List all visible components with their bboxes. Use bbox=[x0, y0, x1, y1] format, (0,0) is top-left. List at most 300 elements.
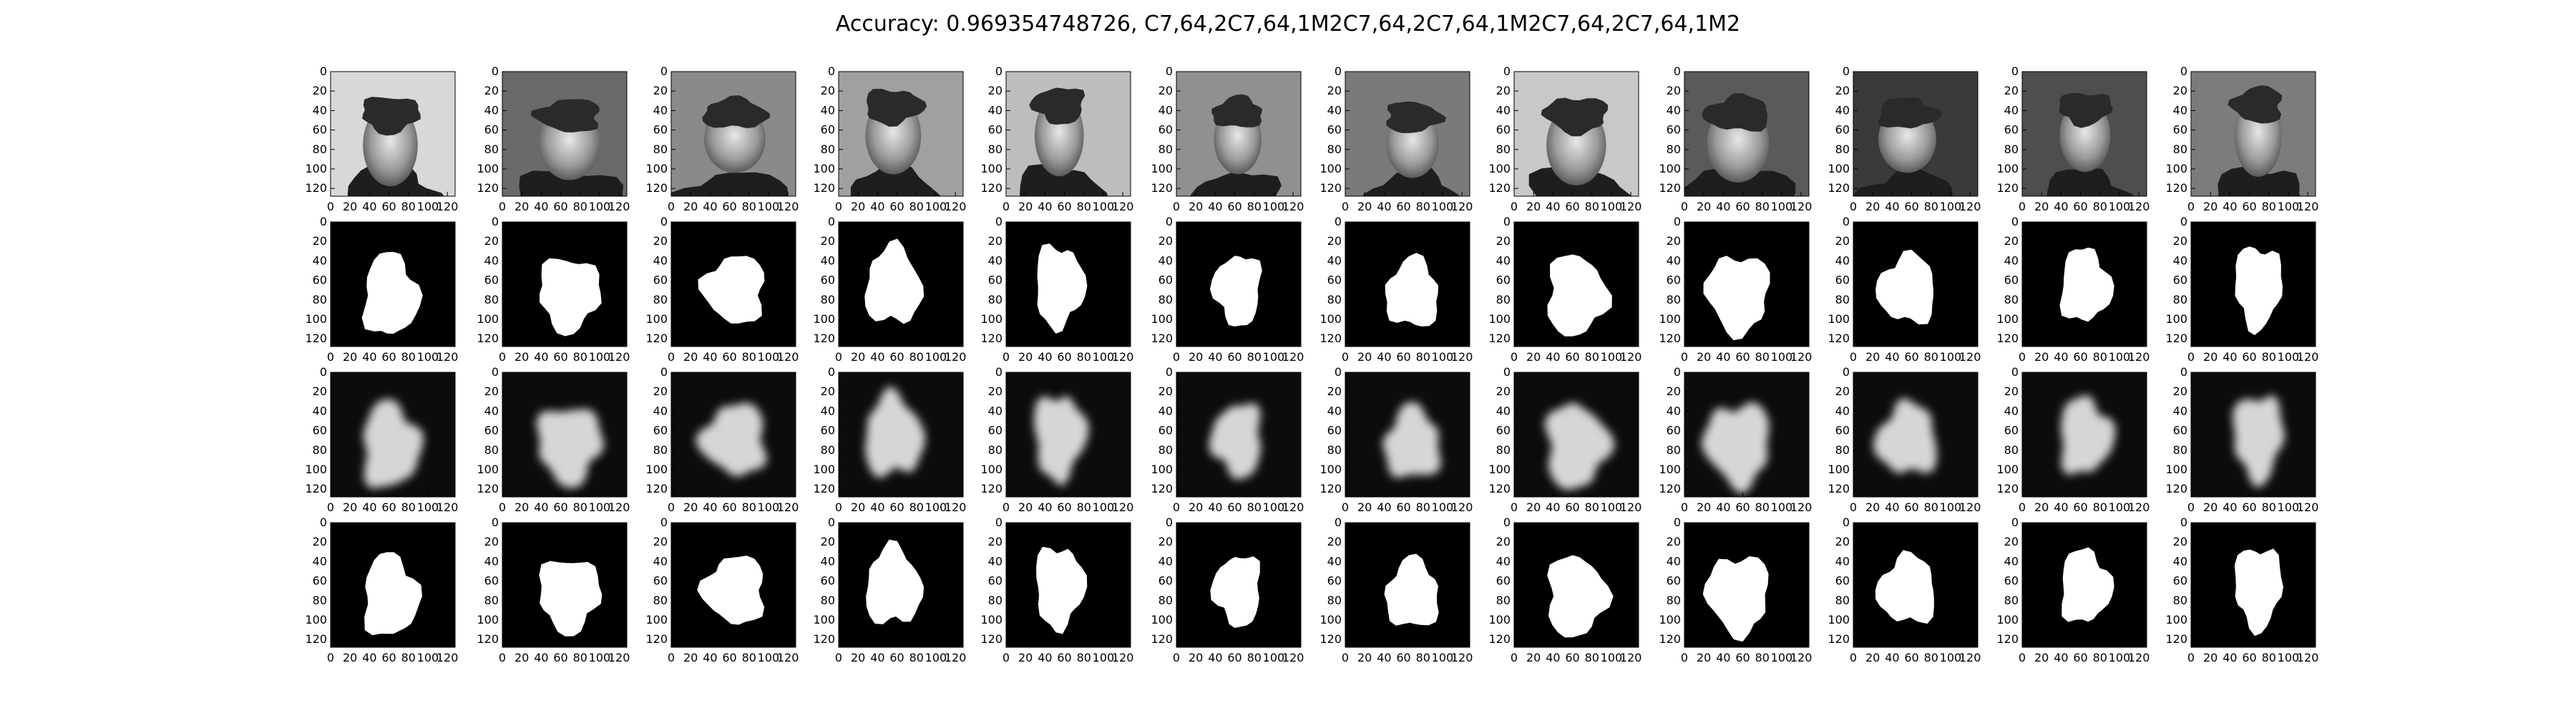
x-tick-label: 0 bbox=[1341, 350, 1350, 364]
x-tick-label: 60 bbox=[2073, 350, 2088, 364]
x-tick-label: 100 bbox=[588, 500, 611, 514]
y-tick-label: 120 bbox=[645, 482, 668, 496]
y-tick-label: 60 bbox=[312, 273, 327, 287]
y-tick-label: 0 bbox=[827, 365, 835, 379]
x-tick-label: 120 bbox=[1619, 350, 1642, 364]
x-tick-label: 80 bbox=[1076, 200, 1091, 213]
panel-r1-c3 bbox=[645, 64, 799, 233]
x-tick-label: 40 bbox=[1038, 500, 1053, 514]
y-tick-label: 40 bbox=[2004, 554, 2019, 569]
panel-r4-c3 bbox=[645, 516, 799, 664]
y-tick-label: 100 bbox=[813, 161, 835, 175]
x-tick-label: 120 bbox=[2296, 200, 2319, 213]
y-tick-label: 120 bbox=[1828, 332, 1850, 346]
x-tick-label: 20 bbox=[851, 200, 866, 213]
y-tick-label: 0 bbox=[1334, 516, 1342, 529]
y-tick-label: 80 bbox=[1496, 292, 1511, 306]
y-tick-label: 100 bbox=[645, 462, 668, 476]
x-tick-label: 40 bbox=[2223, 651, 2238, 664]
y-tick-label: 0 bbox=[995, 215, 1002, 228]
x-tick-label: 100 bbox=[2108, 651, 2131, 664]
x-tick-label: 100 bbox=[1092, 500, 1115, 514]
y-tick-label: 120 bbox=[813, 332, 835, 346]
x-tick-label: 120 bbox=[1958, 651, 1981, 664]
x-tick-label: 120 bbox=[944, 500, 967, 514]
x-tick-label: 0 bbox=[667, 651, 675, 664]
x-tick-label: 60 bbox=[1735, 500, 1750, 514]
y-tick-label: 0 bbox=[319, 215, 327, 228]
y-tick-label: 40 bbox=[820, 103, 835, 117]
x-tick-label: 60 bbox=[1227, 651, 1242, 664]
y-tick-label: 60 bbox=[1666, 273, 1681, 287]
y-tick-label: 80 bbox=[653, 593, 668, 607]
x-tick-label: 100 bbox=[2277, 200, 2300, 213]
y-tick-label: 0 bbox=[2011, 516, 2019, 529]
x-tick-label: 40 bbox=[2054, 651, 2069, 664]
x-tick-label: 20 bbox=[1189, 500, 1204, 514]
y-tick-label: 60 bbox=[312, 574, 327, 588]
x-tick-label: 60 bbox=[1396, 350, 1411, 364]
y-tick-label: 40 bbox=[484, 404, 499, 418]
y-tick-label: 100 bbox=[305, 311, 327, 326]
x-tick-label: 80 bbox=[1076, 651, 1091, 664]
y-tick-label: 0 bbox=[319, 64, 327, 78]
y-tick-label: 40 bbox=[653, 404, 668, 418]
x-tick-label: 100 bbox=[2108, 350, 2131, 364]
x-tick-label: 60 bbox=[1396, 500, 1411, 514]
y-tick-label: 20 bbox=[2004, 84, 2019, 98]
y-tick-label: 100 bbox=[305, 161, 327, 175]
x-tick-label: 0 bbox=[2018, 500, 2026, 514]
x-tick-label: 100 bbox=[1431, 651, 1454, 664]
x-tick-label: 20 bbox=[1018, 500, 1033, 514]
y-tick-label: 0 bbox=[1842, 365, 1850, 379]
y-tick-label: 20 bbox=[653, 234, 668, 248]
panel-r3-c12 bbox=[2165, 365, 2318, 514]
x-tick-label: 0 bbox=[2187, 500, 2195, 514]
y-tick-label: 20 bbox=[1496, 535, 1511, 549]
y-tick-label: 60 bbox=[820, 423, 835, 437]
y-tick-label: 40 bbox=[1158, 253, 1173, 268]
y-tick-label: 0 bbox=[1842, 215, 1850, 228]
y-tick-label: 80 bbox=[820, 593, 835, 607]
x-tick-label: 40 bbox=[1885, 651, 1900, 664]
x-tick-label: 60 bbox=[553, 350, 568, 364]
y-tick-label: 120 bbox=[477, 332, 499, 346]
x-tick-label: 80 bbox=[1584, 651, 1599, 664]
x-tick-label: 100 bbox=[416, 350, 439, 364]
x-tick-label: 0 bbox=[1002, 500, 1010, 514]
y-tick-label: 60 bbox=[1835, 273, 1850, 287]
y-tick-label: 120 bbox=[1488, 332, 1511, 346]
x-tick-label: 100 bbox=[757, 500, 780, 514]
x-tick-label: 80 bbox=[401, 200, 416, 213]
y-tick-label: 20 bbox=[1158, 234, 1173, 248]
y-tick-label: 0 bbox=[1842, 516, 1850, 529]
x-tick-label: 40 bbox=[1885, 200, 1900, 213]
x-tick-label: 120 bbox=[1111, 200, 1134, 213]
y-tick-label: 20 bbox=[1666, 234, 1681, 248]
y-tick-label: 80 bbox=[312, 593, 327, 607]
x-tick-label: 40 bbox=[870, 350, 885, 364]
y-tick-label: 120 bbox=[1996, 632, 2019, 647]
x-tick-label: 80 bbox=[1076, 350, 1091, 364]
x-tick-label: 40 bbox=[1377, 200, 1392, 213]
x-tick-label: 20 bbox=[2034, 500, 2049, 514]
x-tick-label: 60 bbox=[1057, 200, 1072, 213]
y-tick-label: 0 bbox=[1503, 365, 1511, 379]
x-tick-label: 80 bbox=[572, 200, 587, 213]
y-tick-label: 80 bbox=[2004, 292, 2019, 306]
x-tick-label: 60 bbox=[1396, 651, 1411, 664]
y-tick-label: 20 bbox=[1496, 234, 1511, 248]
y-tick-label: 120 bbox=[1151, 181, 1173, 195]
x-tick-label: 20 bbox=[1697, 350, 1712, 364]
x-tick-label: 60 bbox=[1227, 350, 1242, 364]
x-tick-label: 60 bbox=[2242, 200, 2257, 213]
x-tick-label: 100 bbox=[924, 500, 947, 514]
x-tick-label: 60 bbox=[2073, 200, 2088, 213]
y-tick-label: 0 bbox=[1673, 516, 1681, 529]
x-tick-label: 100 bbox=[1092, 200, 1115, 213]
x-tick-label: 60 bbox=[381, 200, 396, 213]
x-tick-label: 60 bbox=[2242, 651, 2257, 664]
x-tick-label: 100 bbox=[588, 350, 611, 364]
y-tick-label: 0 bbox=[660, 516, 668, 529]
y-tick-label: 120 bbox=[1996, 181, 2019, 195]
x-tick-label: 40 bbox=[534, 500, 549, 514]
panel-r2-c11 bbox=[1996, 215, 2150, 364]
y-tick-label: 80 bbox=[987, 442, 1002, 457]
x-tick-label: 20 bbox=[1697, 500, 1712, 514]
y-tick-label: 40 bbox=[987, 404, 1002, 418]
y-tick-label: 120 bbox=[305, 482, 327, 496]
y-tick-label: 100 bbox=[1319, 462, 1342, 476]
y-tick-label: 80 bbox=[2172, 593, 2187, 607]
y-tick-label: 40 bbox=[2172, 554, 2187, 569]
y-tick-label: 60 bbox=[2172, 122, 2187, 137]
y-tick-label: 0 bbox=[2011, 215, 2019, 228]
y-tick-label: 0 bbox=[1503, 215, 1511, 228]
x-tick-label: 60 bbox=[1227, 200, 1242, 213]
x-tick-label: 120 bbox=[776, 350, 799, 364]
panel-r2-c8 bbox=[1488, 215, 1641, 364]
x-tick-label: 20 bbox=[683, 200, 698, 213]
x-tick-label: 0 bbox=[834, 350, 843, 364]
x-tick-label: 100 bbox=[1600, 350, 1623, 364]
x-tick-label: 0 bbox=[1172, 200, 1181, 213]
y-tick-label: 60 bbox=[1496, 122, 1511, 137]
y-tick-label: 40 bbox=[2172, 404, 2187, 418]
panel-r3-c5 bbox=[980, 365, 1133, 514]
x-tick-label: 20 bbox=[1189, 200, 1204, 213]
x-tick-label: 0 bbox=[2018, 200, 2026, 213]
x-tick-label: 0 bbox=[1510, 500, 1518, 514]
x-tick-label: 20 bbox=[514, 500, 530, 514]
x-tick-label: 0 bbox=[498, 651, 507, 664]
y-tick-label: 60 bbox=[653, 122, 668, 137]
x-tick-label: 120 bbox=[1619, 200, 1642, 213]
y-tick-label: 100 bbox=[1319, 311, 1342, 326]
y-tick-label: 40 bbox=[2004, 404, 2019, 418]
y-tick-label: 80 bbox=[1666, 593, 1681, 607]
x-tick-label: 0 bbox=[498, 350, 507, 364]
x-tick-label: 0 bbox=[667, 350, 675, 364]
y-tick-label: 80 bbox=[653, 442, 668, 457]
y-tick-label: 120 bbox=[645, 332, 668, 346]
x-tick-label: 120 bbox=[436, 200, 459, 213]
x-tick-label: 80 bbox=[572, 500, 587, 514]
x-tick-label: 0 bbox=[1680, 500, 1689, 514]
y-tick-label: 80 bbox=[1327, 142, 1342, 156]
y-tick-label: 40 bbox=[1496, 554, 1511, 569]
y-tick-label: 20 bbox=[820, 234, 835, 248]
x-tick-label: 20 bbox=[851, 350, 866, 364]
y-tick-label: 80 bbox=[484, 142, 499, 156]
y-tick-label: 60 bbox=[2172, 574, 2187, 588]
x-tick-label: 60 bbox=[2242, 350, 2257, 364]
x-tick-label: 0 bbox=[1510, 651, 1518, 664]
panel-r4-c7 bbox=[1319, 516, 1473, 664]
y-tick-label: 60 bbox=[820, 273, 835, 287]
x-tick-label: 120 bbox=[436, 350, 459, 364]
x-tick-label: 20 bbox=[2034, 651, 2049, 664]
x-tick-label: 0 bbox=[1680, 200, 1689, 213]
y-tick-label: 60 bbox=[484, 122, 499, 137]
y-tick-label: 40 bbox=[1327, 404, 1342, 418]
x-tick-label: 120 bbox=[436, 651, 459, 664]
y-tick-label: 0 bbox=[491, 365, 499, 379]
x-tick-label: 40 bbox=[703, 350, 718, 364]
x-tick-label: 40 bbox=[1716, 500, 1731, 514]
x-tick-label: 40 bbox=[2223, 500, 2238, 514]
panel-r3-c7 bbox=[1319, 365, 1473, 514]
y-tick-label: 20 bbox=[2004, 234, 2019, 248]
y-tick-label: 100 bbox=[645, 612, 668, 626]
y-tick-label: 20 bbox=[2172, 84, 2187, 98]
y-tick-label: 20 bbox=[820, 84, 835, 98]
y-tick-label: 120 bbox=[1659, 332, 1681, 346]
y-tick-label: 40 bbox=[312, 103, 327, 117]
x-tick-label: 40 bbox=[1546, 500, 1561, 514]
x-tick-label: 40 bbox=[362, 200, 377, 213]
x-tick-label: 80 bbox=[1584, 500, 1599, 514]
y-tick-label: 60 bbox=[1666, 574, 1681, 588]
x-tick-label: 100 bbox=[1262, 350, 1285, 364]
y-tick-label: 100 bbox=[1151, 161, 1173, 175]
x-tick-label: 80 bbox=[2092, 200, 2107, 213]
x-tick-label: 120 bbox=[608, 651, 630, 664]
y-tick-label: 120 bbox=[2165, 181, 2187, 195]
x-tick-label: 0 bbox=[326, 651, 335, 664]
x-tick-label: 80 bbox=[1415, 500, 1430, 514]
x-tick-label: 60 bbox=[1057, 500, 1072, 514]
y-tick-label: 80 bbox=[2172, 142, 2187, 156]
panel-r1-c10 bbox=[1828, 64, 1981, 234]
y-tick-label: 100 bbox=[2165, 612, 2187, 626]
x-tick-label: 60 bbox=[2073, 500, 2088, 514]
x-tick-label: 60 bbox=[1565, 200, 1580, 213]
x-tick-label: 0 bbox=[2018, 651, 2026, 664]
x-tick-label: 0 bbox=[834, 200, 843, 213]
y-tick-label: 100 bbox=[645, 311, 668, 326]
panel-r3-c11 bbox=[1996, 365, 2150, 514]
x-tick-label: 40 bbox=[870, 500, 885, 514]
y-tick-label: 0 bbox=[827, 516, 835, 529]
y-tick-label: 60 bbox=[653, 574, 668, 588]
y-tick-label: 120 bbox=[980, 181, 1002, 195]
y-tick-label: 80 bbox=[2004, 593, 2019, 607]
y-tick-label: 100 bbox=[980, 161, 1002, 175]
panel-r1-c8 bbox=[1488, 64, 1641, 239]
y-tick-label: 40 bbox=[1666, 554, 1681, 569]
x-tick-label: 120 bbox=[608, 350, 630, 364]
x-tick-label: 80 bbox=[572, 651, 587, 664]
x-tick-label: 80 bbox=[741, 500, 756, 514]
x-tick-label: 40 bbox=[2054, 500, 2069, 514]
x-tick-label: 100 bbox=[588, 200, 611, 213]
x-tick-label: 120 bbox=[1450, 651, 1473, 664]
y-tick-label: 120 bbox=[1319, 181, 1342, 195]
panel-r4-c1 bbox=[305, 516, 458, 664]
x-tick-label: 120 bbox=[1450, 500, 1473, 514]
x-tick-label: 0 bbox=[1510, 350, 1518, 364]
x-tick-label: 100 bbox=[416, 651, 439, 664]
x-tick-label: 20 bbox=[1018, 651, 1033, 664]
y-tick-label: 20 bbox=[2172, 535, 2187, 549]
x-tick-label: 80 bbox=[1246, 350, 1262, 364]
x-tick-label: 80 bbox=[1246, 200, 1262, 213]
y-tick-label: 40 bbox=[1666, 253, 1681, 268]
y-tick-label: 120 bbox=[645, 632, 668, 647]
x-tick-label: 40 bbox=[703, 651, 718, 664]
x-tick-label: 40 bbox=[1038, 651, 1053, 664]
x-tick-label: 40 bbox=[1716, 200, 1731, 213]
y-tick-label: 120 bbox=[477, 482, 499, 496]
y-tick-label: 100 bbox=[980, 462, 1002, 476]
x-tick-label: 20 bbox=[514, 200, 530, 213]
y-tick-label: 120 bbox=[1659, 482, 1681, 496]
y-tick-label: 80 bbox=[2004, 142, 2019, 156]
y-tick-label: 40 bbox=[653, 554, 668, 569]
x-tick-label: 20 bbox=[1526, 500, 1541, 514]
y-tick-label: 40 bbox=[484, 103, 499, 117]
x-tick-label: 80 bbox=[1584, 200, 1599, 213]
x-tick-label: 40 bbox=[870, 651, 885, 664]
y-tick-label: 120 bbox=[1319, 332, 1342, 346]
y-tick-label: 60 bbox=[2172, 423, 2187, 437]
x-tick-label: 100 bbox=[1431, 350, 1454, 364]
y-tick-label: 80 bbox=[1496, 593, 1511, 607]
y-tick-label: 60 bbox=[1327, 273, 1342, 287]
y-tick-label: 100 bbox=[305, 612, 327, 626]
x-tick-label: 40 bbox=[1885, 500, 1900, 514]
y-tick-label: 60 bbox=[1158, 122, 1173, 137]
x-tick-label: 120 bbox=[1790, 500, 1813, 514]
x-tick-label: 0 bbox=[667, 500, 675, 514]
x-tick-label: 60 bbox=[2242, 500, 2257, 514]
y-tick-label: 100 bbox=[1151, 612, 1173, 626]
x-tick-label: 40 bbox=[534, 350, 549, 364]
y-tick-label: 0 bbox=[319, 516, 327, 529]
x-tick-label: 120 bbox=[436, 500, 459, 514]
y-tick-label: 40 bbox=[2172, 253, 2187, 268]
x-tick-label: 120 bbox=[1111, 500, 1134, 514]
panel-r4-c2 bbox=[477, 516, 630, 664]
x-tick-label: 100 bbox=[757, 200, 780, 213]
y-tick-label: 20 bbox=[1327, 84, 1342, 98]
y-tick-label: 60 bbox=[484, 574, 499, 588]
panel-r1-c2 bbox=[477, 64, 630, 241]
y-tick-label: 40 bbox=[1158, 554, 1173, 569]
y-tick-label: 120 bbox=[1828, 632, 1850, 647]
x-tick-label: 100 bbox=[1939, 200, 1962, 213]
y-tick-label: 100 bbox=[1488, 311, 1511, 326]
y-tick-label: 0 bbox=[1165, 516, 1173, 529]
y-tick-label: 20 bbox=[484, 535, 499, 549]
x-tick-label: 100 bbox=[2108, 500, 2131, 514]
x-tick-label: 80 bbox=[572, 350, 587, 364]
x-tick-label: 120 bbox=[944, 350, 967, 364]
y-tick-label: 80 bbox=[312, 442, 327, 457]
y-tick-label: 120 bbox=[1319, 482, 1342, 496]
x-tick-label: 60 bbox=[381, 651, 396, 664]
panel-r1-c5 bbox=[980, 64, 1133, 246]
y-tick-label: 40 bbox=[2004, 253, 2019, 268]
y-tick-label: 60 bbox=[1158, 423, 1173, 437]
x-tick-label: 120 bbox=[608, 500, 630, 514]
x-tick-label: 80 bbox=[401, 500, 416, 514]
x-tick-label: 40 bbox=[1208, 651, 1223, 664]
x-tick-label: 20 bbox=[2203, 651, 2218, 664]
x-tick-label: 0 bbox=[1341, 200, 1350, 213]
panel-r4-c6 bbox=[1151, 516, 1304, 664]
x-tick-label: 0 bbox=[1849, 200, 1858, 213]
x-tick-label: 60 bbox=[1565, 500, 1580, 514]
x-tick-label: 40 bbox=[1038, 200, 1053, 213]
x-tick-label: 80 bbox=[2261, 500, 2276, 514]
x-tick-label: 80 bbox=[2092, 350, 2107, 364]
y-tick-label: 40 bbox=[653, 253, 668, 268]
y-tick-label: 20 bbox=[312, 234, 327, 248]
x-tick-label: 80 bbox=[1076, 500, 1091, 514]
x-tick-label: 60 bbox=[1057, 651, 1072, 664]
y-tick-label: 0 bbox=[1165, 64, 1173, 78]
y-tick-label: 20 bbox=[2172, 384, 2187, 399]
figure-title: Accuracy: 0.969354748726, C7,64,2C7,64,1M2C7,64,2C7,64,1M2C7,64,2C7,64,1M2 bbox=[835, 11, 1741, 37]
x-tick-label: 100 bbox=[416, 200, 439, 213]
x-tick-label: 40 bbox=[534, 200, 549, 213]
panel-r4-c9 bbox=[1659, 516, 1812, 664]
x-tick-label: 40 bbox=[2054, 200, 2069, 213]
x-tick-label: 0 bbox=[834, 500, 843, 514]
y-tick-label: 60 bbox=[2004, 273, 2019, 287]
x-tick-label: 60 bbox=[381, 500, 396, 514]
y-tick-label: 120 bbox=[305, 332, 327, 346]
y-tick-label: 0 bbox=[995, 516, 1002, 529]
x-tick-label: 80 bbox=[1246, 500, 1262, 514]
y-tick-label: 80 bbox=[1835, 142, 1850, 156]
y-tick-label: 40 bbox=[820, 404, 835, 418]
x-tick-label: 120 bbox=[1282, 651, 1304, 664]
y-tick-label: 100 bbox=[1488, 612, 1511, 626]
x-tick-label: 20 bbox=[1018, 350, 1033, 364]
y-tick-label: 120 bbox=[1996, 332, 2019, 346]
x-tick-label: 120 bbox=[1111, 350, 1134, 364]
y-tick-label: 100 bbox=[477, 311, 499, 326]
y-tick-label: 20 bbox=[987, 535, 1002, 549]
y-tick-label: 100 bbox=[1659, 462, 1681, 476]
